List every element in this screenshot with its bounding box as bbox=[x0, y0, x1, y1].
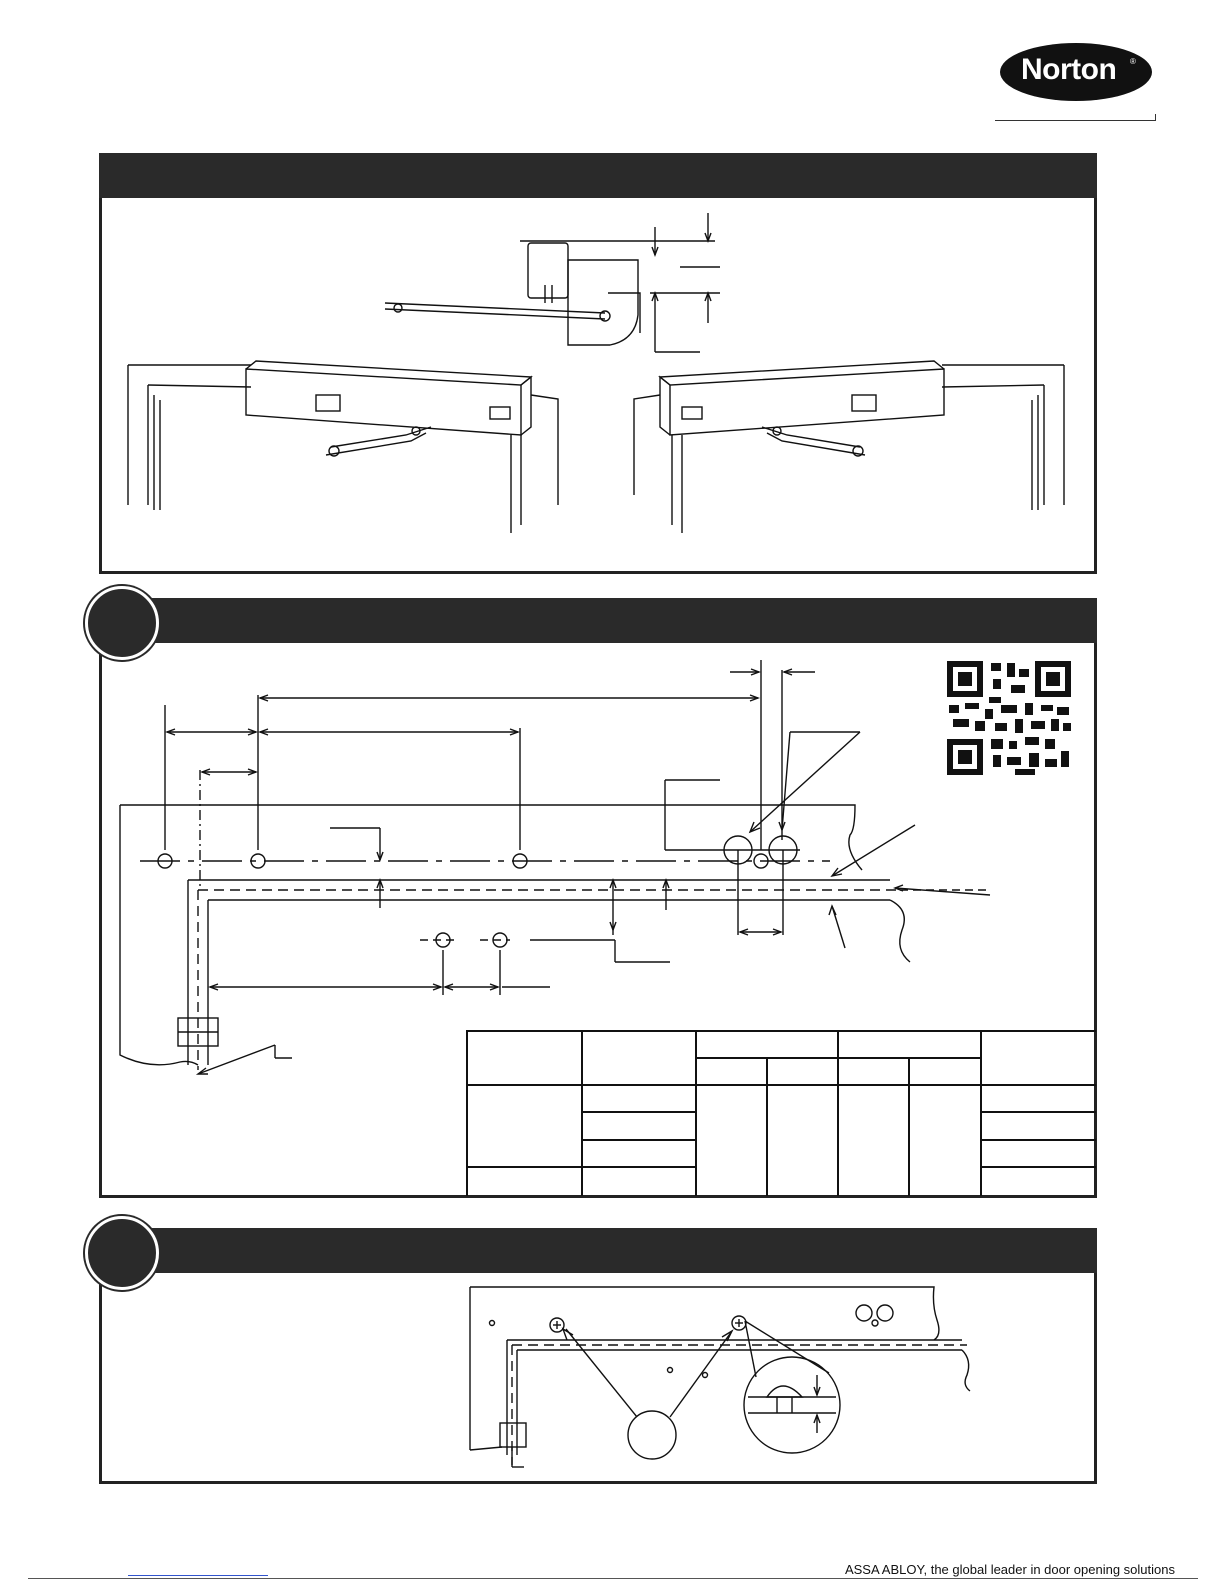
footer-rule bbox=[28, 1578, 1198, 1579]
panel-overview-header bbox=[99, 153, 1097, 198]
logo-rule bbox=[995, 114, 1156, 121]
panel-fastening-header bbox=[120, 1228, 1097, 1273]
specification-table-grid bbox=[466, 1030, 1096, 1198]
brand-name: Norton bbox=[1021, 53, 1117, 86]
step-badge-2 bbox=[85, 1216, 159, 1290]
screw-attachment-diagram bbox=[462, 1285, 982, 1475]
door-right-closer-illustration bbox=[632, 355, 1072, 535]
footer-tagline: ASSA ABLOY, the global leader in door opening solutions bbox=[844, 1562, 1175, 1577]
panel-template-header bbox=[120, 598, 1097, 643]
brand-registered-mark: ® bbox=[1130, 57, 1136, 66]
mounting-template-diagram bbox=[110, 650, 1010, 1080]
brand-logo bbox=[999, 42, 1153, 102]
door-left-closer-illustration bbox=[126, 355, 566, 535]
step-badge-1 bbox=[85, 586, 159, 660]
closer-side-view-diagram bbox=[380, 205, 740, 360]
footer-link-underline[interactable] bbox=[128, 1575, 268, 1576]
